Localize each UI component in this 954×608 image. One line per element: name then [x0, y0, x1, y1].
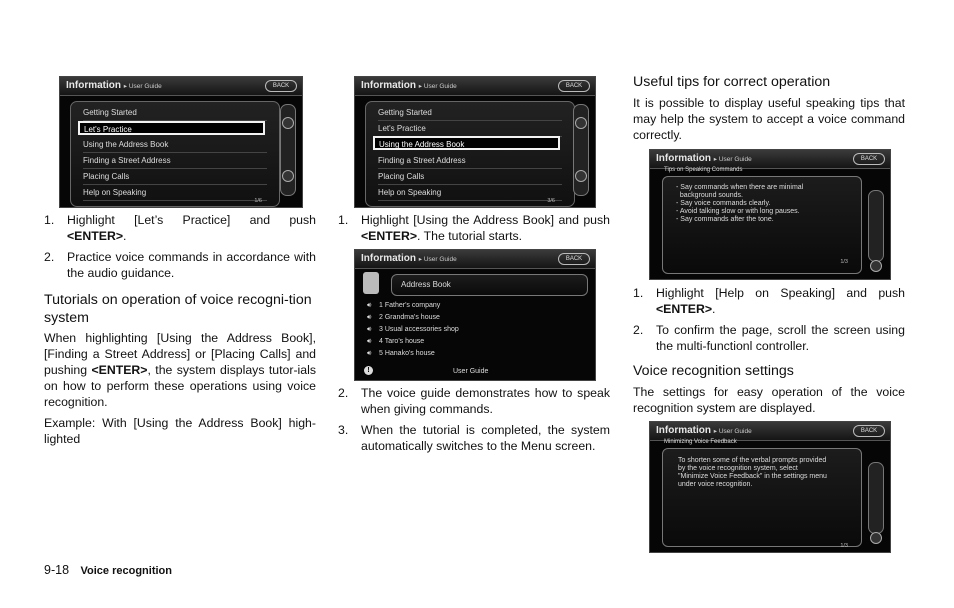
scroll-down-icon: [870, 532, 882, 544]
section-heading-useful-tips: Useful tips for correct operation: [633, 74, 831, 90]
address-entry: 3 Usual accessories shop: [379, 326, 459, 333]
step-text: Practice voice commands in accordance with the audio guidance.: [67, 250, 316, 280]
screen-caption: Minimizing Voice Feedback: [664, 439, 737, 445]
scroll-up-icon: [282, 117, 294, 129]
page-indicator: 3/6: [547, 198, 555, 204]
step-item: [338, 212, 610, 244]
section-heading-settings: Voice recognition settings: [633, 363, 794, 379]
step-text: Highlight [Using the Address Book] and push: [361, 213, 610, 227]
menu-item: Help on Speaking: [83, 186, 267, 201]
step-key: <ENTER>: [361, 229, 418, 243]
step-text-end: .: [123, 229, 127, 243]
section-heading-tutorials: Tutorials on operation of voice recogni-tion system: [44, 292, 312, 326]
scroll-up-icon: [575, 117, 587, 129]
menu-list: [365, 101, 575, 207]
scroll-down-icon: [575, 170, 587, 182]
screen-title-bar: [355, 77, 595, 96]
step-1-middle: [338, 212, 610, 244]
menu-item: Finding a Street Address: [83, 154, 267, 169]
step-text: Highlight [Help on Speaking] and push: [656, 286, 905, 300]
user-guide-screen-address-book: [354, 76, 596, 208]
info-icon: !: [364, 366, 373, 375]
step-item: [44, 249, 316, 281]
address-book-title: Address Book: [401, 280, 451, 289]
tips-on-speaking-screen: [649, 149, 891, 280]
example-paragraph: Example: With [Using the Address Book] high-lighted: [44, 416, 316, 446]
menu-item: Getting Started: [378, 106, 562, 121]
step-text-end: . The tutorial starts.: [417, 229, 523, 243]
back-button: BACK: [558, 253, 590, 265]
entry-voice-icon: 🔊︎: [367, 314, 372, 321]
entry-voice-icon: 🔊︎: [367, 302, 372, 309]
entry-voice-icon: 🔊︎: [367, 350, 372, 357]
address-book-tutorial-screen: [354, 249, 596, 381]
scroll-rail: [868, 190, 884, 262]
useful-tips-paragraph: It is possible to display useful speaking tips that may help the system to accept a voice command correctly.: [633, 96, 905, 142]
scroll-down-icon: [870, 260, 882, 272]
screen-caption: Tips on Speaking Commands: [664, 167, 743, 173]
screen-title: Information ▸ User Guide: [66, 80, 162, 91]
back-button: BACK: [558, 80, 590, 92]
scroll-rail: [868, 462, 884, 534]
menu-item: Placing Calls: [378, 170, 562, 185]
steps-list-right: [633, 285, 905, 354]
menu-item: Finding a Street Address: [378, 154, 562, 169]
address-entry: 5 Hanako's house: [379, 350, 435, 357]
settings-paragraph: The settings for easy operation of the voice recognition system are displayed.: [633, 385, 905, 415]
user-guide-footer: User Guide: [453, 368, 489, 375]
page-indicator: 1/3: [840, 259, 848, 265]
address-entry: 2 Grandma's house: [379, 314, 440, 321]
para-text: When highlighting [Using the Address Book], [Finding a Street Address] or [Placing Calls] and pushing: [44, 331, 316, 377]
tips-body: - Say commands when there are minimal background sounds. - Say voice commands clearly. - Avoid talking slow or with long pauses. - Say commands after the tone.: [676, 184, 804, 223]
screen-title-bar: [60, 77, 302, 96]
step-text: When the tutorial is completed, the system automatically switches to the Menu screen.: [361, 423, 610, 453]
scroll-down-icon: [282, 170, 294, 182]
menu-item-selected: Using the Address Book: [373, 136, 560, 150]
menu-item: Getting Started: [83, 106, 267, 121]
screen-title: Information ▸ User Guide: [656, 425, 752, 436]
entry-voice-icon: 🔊︎: [367, 326, 372, 333]
page-indicator: 1/3: [840, 543, 848, 549]
menu-list: [70, 101, 280, 207]
tutorials-paragraph: [44, 330, 316, 410]
page-number: 9-18: [44, 563, 70, 577]
address-entry: 4 Taro's house: [379, 338, 425, 345]
back-button: BACK: [265, 80, 297, 92]
step-number: 2.: [44, 250, 55, 264]
step-item: [633, 285, 905, 317]
step-text: To confirm the page, scroll the screen using the multi-functionl controller.: [656, 323, 905, 353]
step-item: [633, 322, 905, 354]
menu-item-selected: Let's Practice: [78, 121, 265, 135]
step-item: [338, 385, 610, 417]
step-item: [338, 422, 610, 454]
steps-list-left: [44, 212, 316, 281]
step-key: <ENTER>: [67, 229, 124, 243]
step-number: 3.: [338, 423, 349, 437]
screen-title-bar: [355, 250, 595, 269]
menu-item: Help on Speaking: [378, 186, 562, 201]
para-key: <ENTER>: [91, 363, 148, 377]
step-number: 1.: [44, 213, 55, 227]
step-number: 2.: [633, 323, 644, 337]
menu-item: Placing Calls: [83, 170, 267, 185]
step-text: The voice guide demonstrates how to speak when giving commands.: [361, 386, 610, 416]
address-book-icon: [363, 272, 379, 294]
step-key: <ENTER>: [656, 302, 713, 316]
step-text: Highlight [Let’s Practice] and push: [67, 213, 316, 227]
step-number: 2.: [338, 386, 349, 400]
step-number: 1.: [633, 286, 644, 300]
entry-voice-icon: 🔊︎: [367, 338, 372, 345]
para-text-end: , the system displays tutor-ials on how to perform these operations using voice recognition.: [44, 363, 316, 409]
step-number: 1.: [338, 213, 349, 227]
menu-item: Using the Address Book: [83, 138, 267, 153]
page-indicator: 1/6: [254, 198, 262, 204]
footer-section-title: Voice recognition: [80, 565, 172, 577]
back-button: BACK: [853, 425, 885, 437]
back-button: BACK: [853, 153, 885, 165]
steps-list-middle: [338, 385, 610, 454]
step-text-end: .: [712, 302, 716, 316]
step-item: [44, 212, 316, 244]
screen-title: Information ▸ User Guide: [361, 253, 457, 264]
minimize-voice-feedback-screen: [649, 421, 891, 553]
screen-title: Information ▸ User Guide: [656, 153, 752, 164]
page-footer: [44, 563, 172, 577]
user-guide-screen-lets-practice: [59, 76, 303, 208]
feedback-body: To shorten some of the verbal prompts provided by the voice recognition system, select "Minimize Voice Feedback" in the settings menu under voice recognition.: [678, 457, 827, 488]
menu-item: Let's Practice: [378, 122, 562, 137]
address-entry: 1 Father's company: [379, 302, 441, 309]
screen-title: Information ▸ User Guide: [361, 80, 457, 91]
